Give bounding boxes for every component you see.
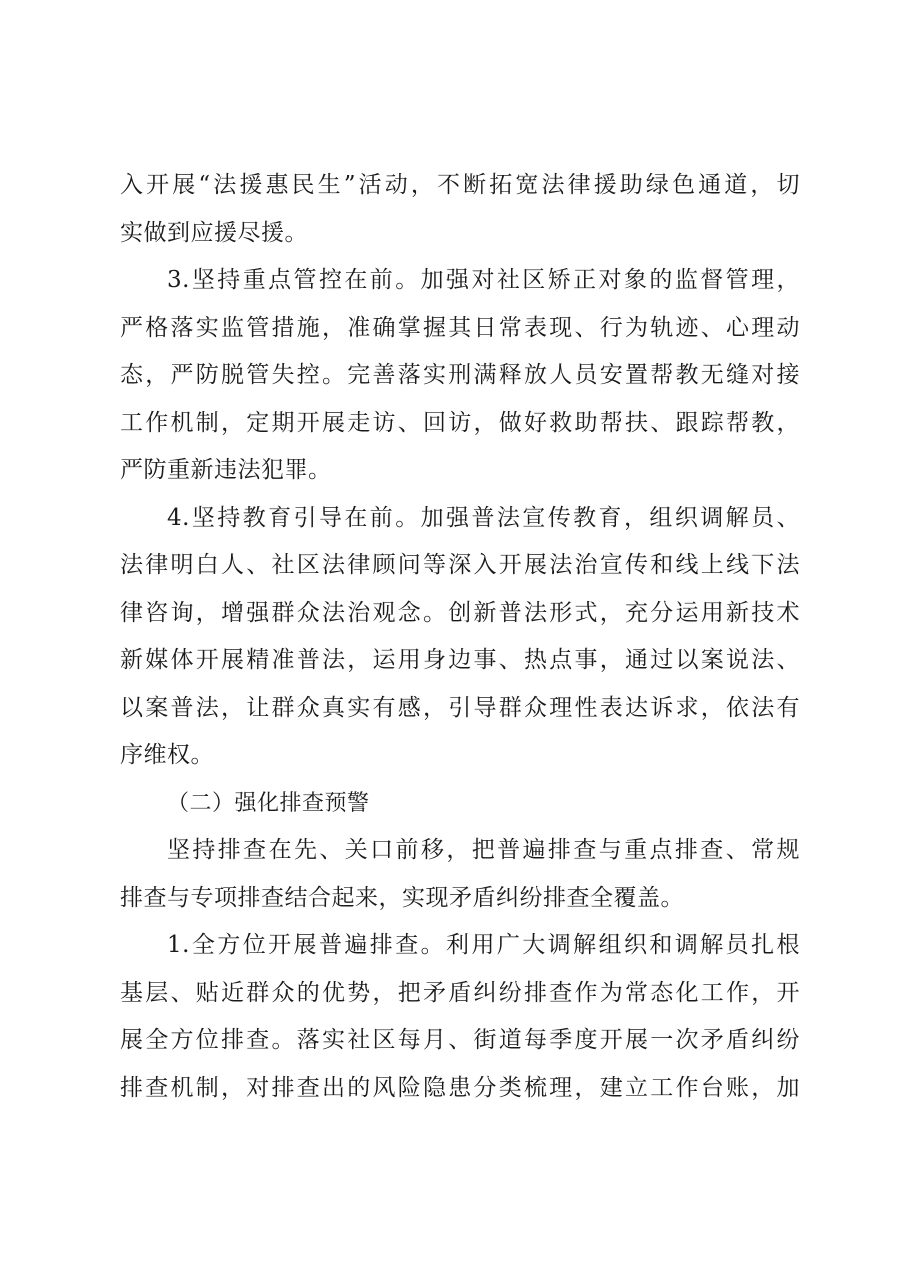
text-line: 展全方位排查。落实社区每月、街道每季度开展一次矛盾纠纷 — [120, 1027, 800, 1053]
text-line: 4.坚持教育引导在前。加强普法宣传教育，组织调解员、 — [167, 504, 800, 531]
text-line: 法律明白人、社区法律顾问等深入开展法治宣传和线上线下法 — [120, 552, 800, 578]
text-line: 态，严防脱管失控。完善落实刑满释放人员安置帮教无缝对接 — [120, 362, 800, 388]
section-heading: （二）强化排查预警 — [167, 790, 370, 816]
text-line: 坚持排查在先、关口前移，把普遍排查与重点排查、常规 — [167, 837, 800, 863]
text-line: 3.坚持重点管控在前。加强对社区矫正对象的监督管理， — [167, 267, 800, 293]
document-body — [120, 162, 800, 1112]
text-line: 工作机制，定期开展走访、回访，做好救助帮扶、跟踪帮教， — [120, 409, 800, 436]
text-line: 新媒体开展精准普法，运用身边事、热点事，通过以案说法、 — [120, 647, 800, 673]
text-line: 实做到应援尽援。 — [120, 219, 308, 246]
text-line: 入开展“法援惠民生”活动，不断拓宽法律援助绿色通道，切 — [120, 172, 800, 198]
text-line: 1.全方位开展普遍排查。利用广大调解组织和调解员扎根 — [167, 932, 800, 958]
text-line: 排查机制，对排查出的风险隐患分类梳理，建立工作台账，加 — [120, 1074, 800, 1101]
text-line: 基层、贴近群众的优势，把矛盾纠纷排查作为常态化工作，开 — [120, 979, 800, 1006]
text-line: 律咨询，增强群众法治观念。创新普法形式，充分运用新技术 — [120, 599, 800, 626]
text-line: 序维权。 — [120, 742, 214, 768]
text-line: 排查与专项排查结合起来，实现矛盾纠纷排查全覆盖。 — [120, 884, 684, 911]
text-line: 严防重新违法犯罪。 — [120, 457, 332, 483]
text-line: 以案普法，让群众真实有感，引导群众理性表达诉求，依法有 — [120, 694, 800, 721]
text-line: 严格落实监管措施，准确掌握其日常表现、行为轨迹、心理动 — [120, 314, 800, 341]
